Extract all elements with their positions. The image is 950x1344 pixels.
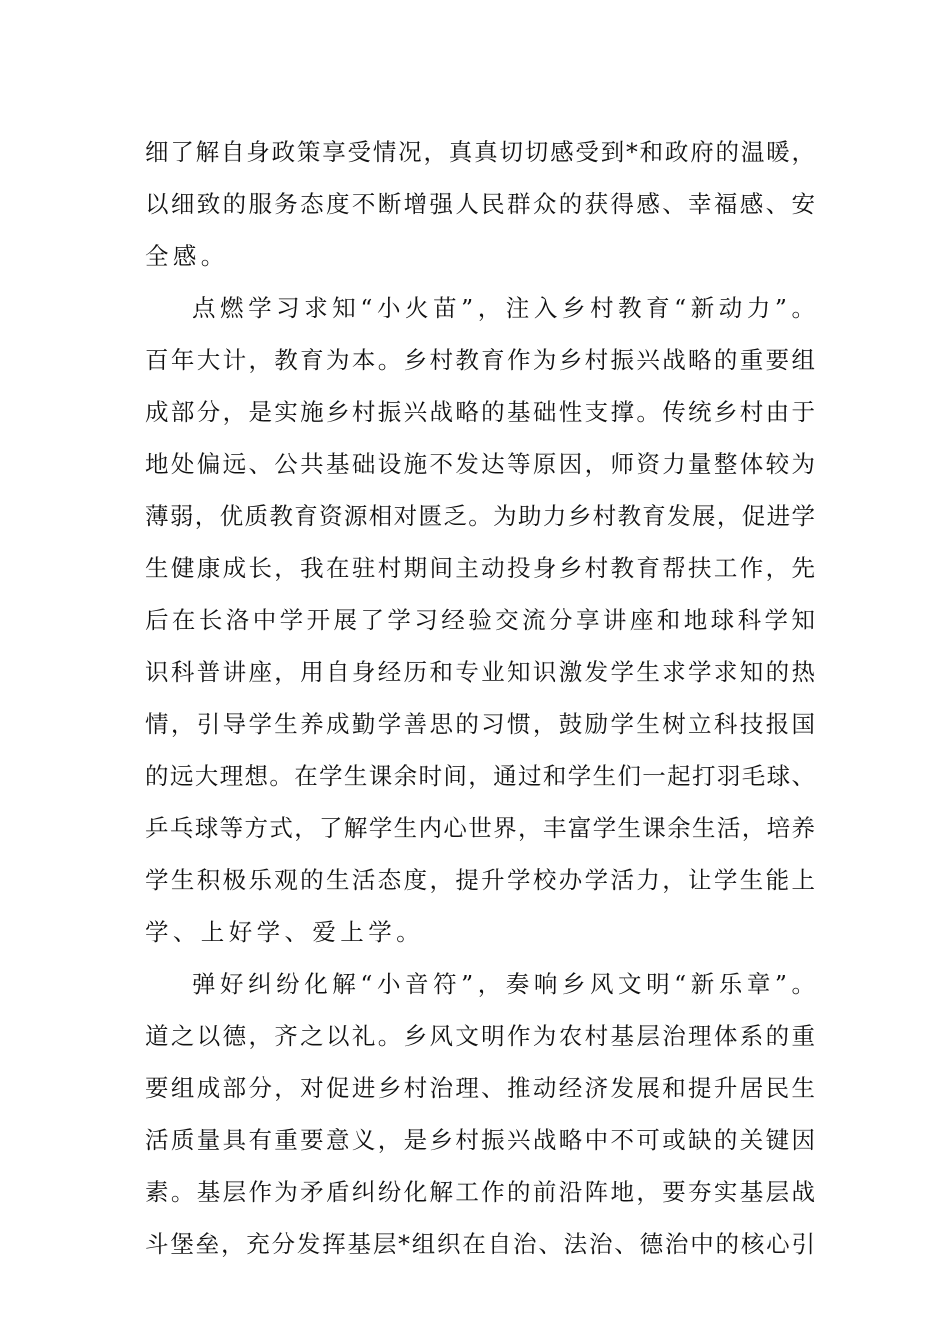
section-heading-line: 弹好纠纷化解“小音符”，奏响乡风文明“新乐章”。 [192,970,815,998]
section-heading-line: 点燃学习求知“小火苗”，注入乡村教育“新动力”。 [192,294,815,322]
text-line: 后在长洛中学开展了学习经验交流分享讲座和地球科学知 [145,606,815,634]
text-line: 全感。 [145,242,229,270]
text-line: 要组成部分，对促进乡村治理、推动经济发展和提升居民生 [145,1074,815,1102]
text-line: 活质量具有重要意义，是乡村振兴战略中不可或缺的关键因 [145,1126,815,1154]
text-line: 情，引导学生养成勤学善思的习惯，鼓励学生树立科技报国 [145,710,815,738]
text-line: 斗堡垒，充分发挥基层*组织在自治、法治、德治中的核心引 [145,1230,815,1258]
text-line: 薄弱，优质教育资源相对匮乏。为助力乡村教育发展，促进学 [145,502,815,530]
text-line: 乒乓球等方式，了解学生内心世界，丰富学生课余生活，培养 [145,814,815,842]
text-line: 学、上好学、爱上学。 [145,918,424,946]
text-line: 百年大计，教育为本。乡村教育作为乡村振兴战略的重要组 [145,346,815,374]
text-line: 细了解自身政策享受情况，真真切切感受到*和政府的温暖， [145,138,815,166]
text-line: 成部分，是实施乡村振兴战略的基础性支撑。传统乡村由于 [145,398,815,426]
text-line: 地处偏远、公共基础设施不发达等原因，师资力量整体较为 [145,450,815,478]
text-line: 以细致的服务态度不断增强人民群众的获得感、幸福感、安 [145,190,815,218]
text-line: 识科普讲座，用自身经历和专业知识激发学生求学求知的热 [145,658,815,686]
text-line: 学生积极乐观的生活态度，提升学校办学活力，让学生能上 [145,866,815,894]
text-line: 的远大理想。在学生课余时间，通过和学生们一起打羽毛球、 [145,762,815,790]
text-line: 素。基层作为矛盾纠纷化解工作的前沿阵地，要夯实基层战 [145,1178,815,1206]
text-line: 道之以德，齐之以礼。乡风文明作为农村基层治理体系的重 [145,1022,815,1050]
body-text [145,126,815,1270]
text-line: 生健康成长，我在驻村期间主动投身乡村教育帮扶工作，先 [145,554,815,582]
